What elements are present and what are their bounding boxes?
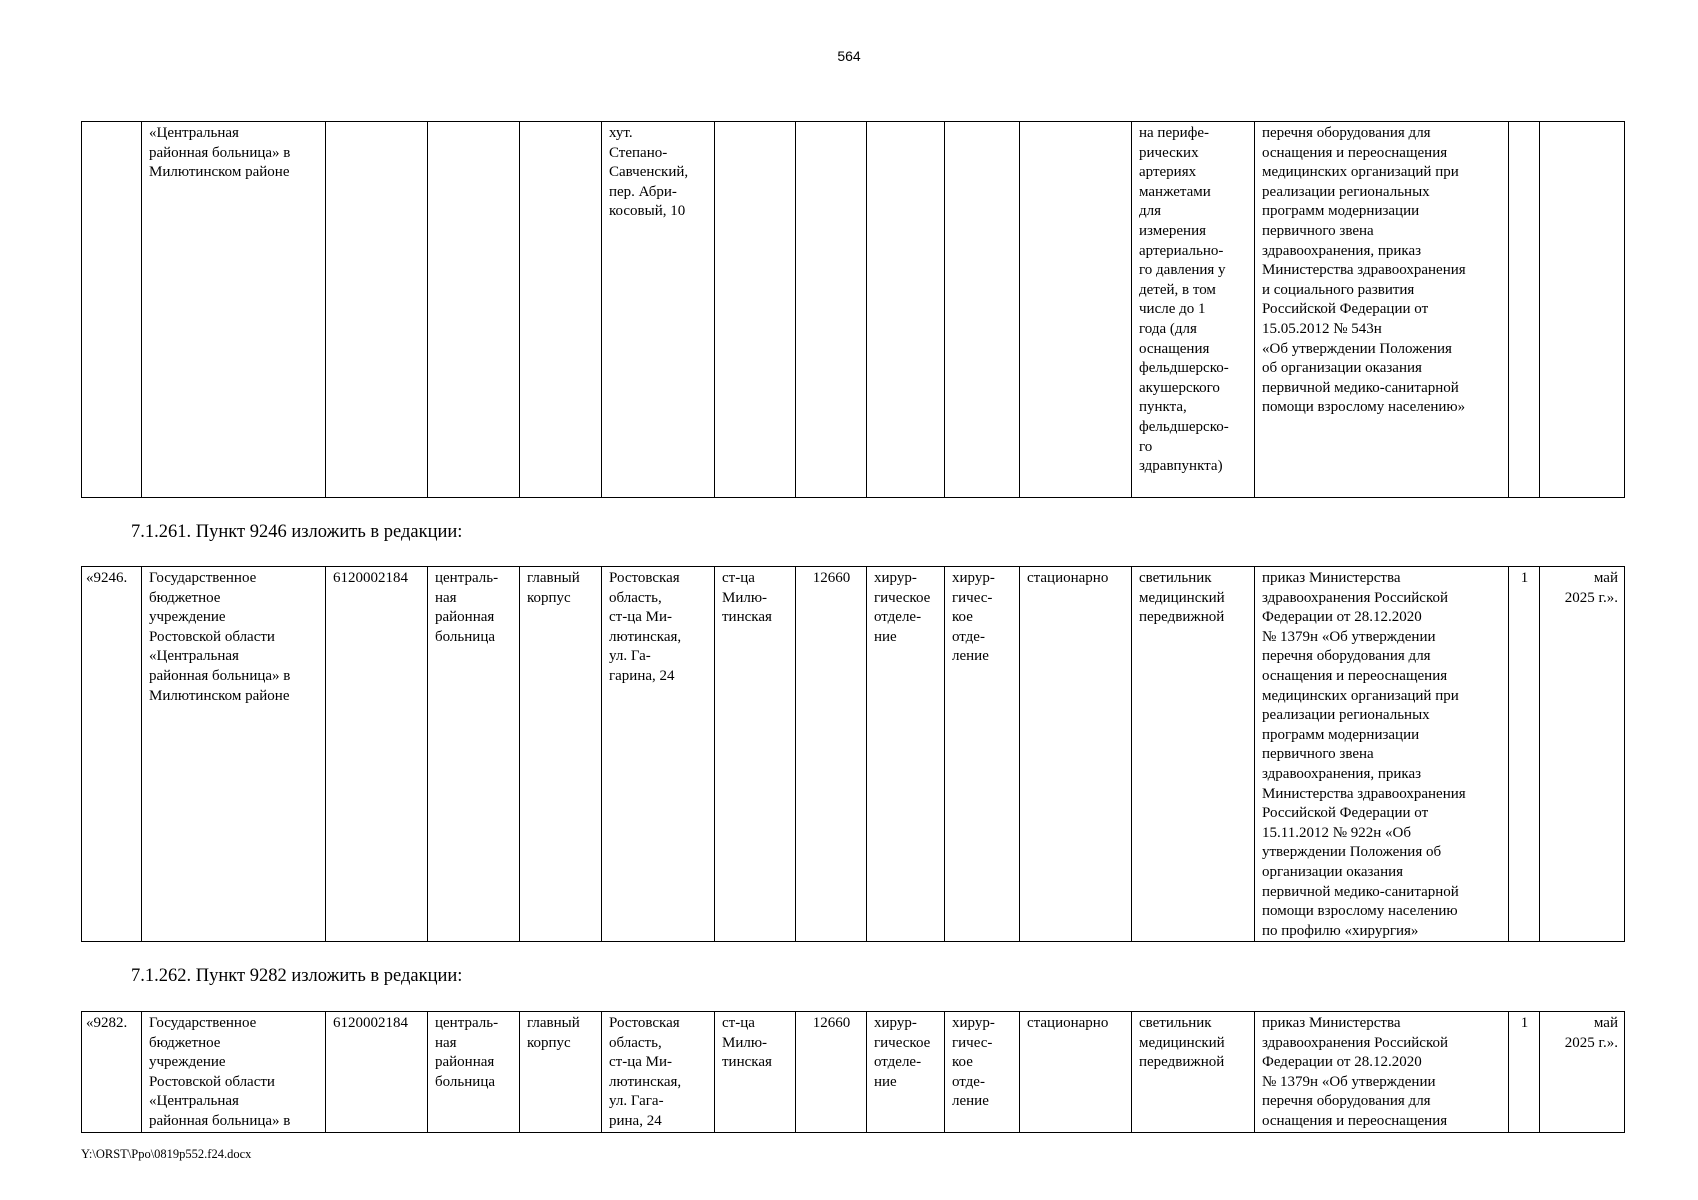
- item-9282-table: [81, 1011, 1625, 1133]
- cell-inn: 6120002184: [326, 567, 428, 942]
- cell-department: хирур- гическое отделе- ние: [867, 567, 945, 942]
- cell-deadline: май 2025 г.».: [1540, 1012, 1625, 1133]
- cell-address: Ростовская область, ст-ца Ми- лютинская, ул. Га- гарина, 24: [602, 567, 715, 942]
- cell-equipment: светильник медицинский передвижной: [1132, 567, 1255, 942]
- table-row: [82, 567, 1625, 942]
- cell-facility-type: [428, 122, 520, 498]
- cell-legal-basis: приказ Министерства здравоохранения Российской Федерации от 28.12.2020 № 1379н «Об утверждении перечня оборудования для оснащения и переоснащения: [1255, 1012, 1509, 1133]
- continuation-table: [81, 121, 1625, 498]
- cell-department: [867, 122, 945, 498]
- cell-locality: [715, 122, 796, 498]
- cell-deadline: [1540, 122, 1625, 498]
- cell-quantity: 1: [1509, 567, 1540, 942]
- cell-code: [796, 122, 867, 498]
- cell-deadline: май 2025 г.».: [1540, 567, 1625, 942]
- cell-organization: «Центральная районная больница» в Милютинском районе: [142, 122, 326, 498]
- cell-number: «9246.: [82, 567, 142, 942]
- cell-number: [82, 122, 142, 498]
- cell-organization: Государственное бюджетное учреждение Ростовской области «Центральная районная больница» в Милютинском районе: [142, 567, 326, 942]
- cell-code: 12660: [796, 567, 867, 942]
- cell-locality: ст-ца Милю- тинская: [715, 567, 796, 942]
- cell-subdivision: [945, 122, 1020, 498]
- cell-legal-basis: перечня оборудования для оснащения и переоснащения медицинских организаций при реализации региональных программ модернизации первичного звена здравоохранения, приказ Министерства здравоохранения и социального развития Российской Федерации от 15.05.2012 № 543н «Об утверждении Положения об организации оказания первичной медико-санитарной помощи взрослому населению»: [1255, 122, 1509, 498]
- table-row: [82, 122, 1625, 498]
- cell-care-form: стационарно: [1020, 567, 1132, 942]
- cell-subdivision: хирур- гичес- кое отде- ление: [945, 567, 1020, 942]
- cell-building: [520, 122, 602, 498]
- cell-legal-basis: приказ Министерства здравоохранения Российской Федерации от 28.12.2020 № 1379н «Об утверждении перечня оборудования для оснащения и переоснащения медицинских организаций при реализации региональных программ модернизации первичного звена здравоохранения, приказ Министерства здравоохранения Российской Федерации от 15.11.2012 № 922н «Об утверждении Положения об организации оказания первичной медико-санитарной помощи взрослому населению по профилю «хирургия»: [1255, 567, 1509, 942]
- cell-code: 12660: [796, 1012, 867, 1133]
- cell-address: Ростовская область, ст-ца Ми- лютинская, ул. Гага- рина, 24: [602, 1012, 715, 1133]
- section-heading-9246: 7.1.261. Пункт 9246 изложить в редакции:: [131, 522, 463, 542]
- cell-building: главный корпус: [520, 567, 602, 942]
- cell-locality: ст-ца Милю- тинская: [715, 1012, 796, 1133]
- cell-inn: 6120002184: [326, 1012, 428, 1133]
- cell-inn: [326, 122, 428, 498]
- cell-quantity: [1509, 122, 1540, 498]
- cell-building: главный корпус: [520, 1012, 602, 1133]
- cell-quantity: 1: [1509, 1012, 1540, 1133]
- page-number: 564: [837, 48, 861, 64]
- cell-equipment: светильник медицинский передвижной: [1132, 1012, 1255, 1133]
- cell-facility-type: централь- ная районная больница: [428, 567, 520, 942]
- item-9246-table: [81, 566, 1625, 942]
- cell-care-form: стационарно: [1020, 1012, 1132, 1133]
- cell-address: хут. Степано- Савченский, пер. Абри- косовый, 10: [602, 122, 715, 498]
- cell-equipment: на перифе- рических артериях манжетами для измерения артериально- го давления у детей, в том числе до 1 года (для оснащения фельдшерско- акушерского пункта, фельдшерско- го здравпункта): [1132, 122, 1255, 498]
- cell-number: «9282.: [82, 1012, 142, 1133]
- cell-subdivision: хирур- гичес- кое отде- ление: [945, 1012, 1020, 1133]
- table-row: [82, 1012, 1625, 1133]
- section-heading-9282: 7.1.262. Пункт 9282 изложить в редакции:: [131, 966, 463, 986]
- cell-facility-type: централь- ная районная больница: [428, 1012, 520, 1133]
- cell-care-form: [1020, 122, 1132, 498]
- cell-department: хирур- гическое отделе- ние: [867, 1012, 945, 1133]
- footer-file-path: Y:\ORST\Ppo\0819p552.f24.docx: [81, 1147, 252, 1161]
- cell-organization: Государственное бюджетное учреждение Ростовской области «Центральная районная больница» в: [142, 1012, 326, 1133]
